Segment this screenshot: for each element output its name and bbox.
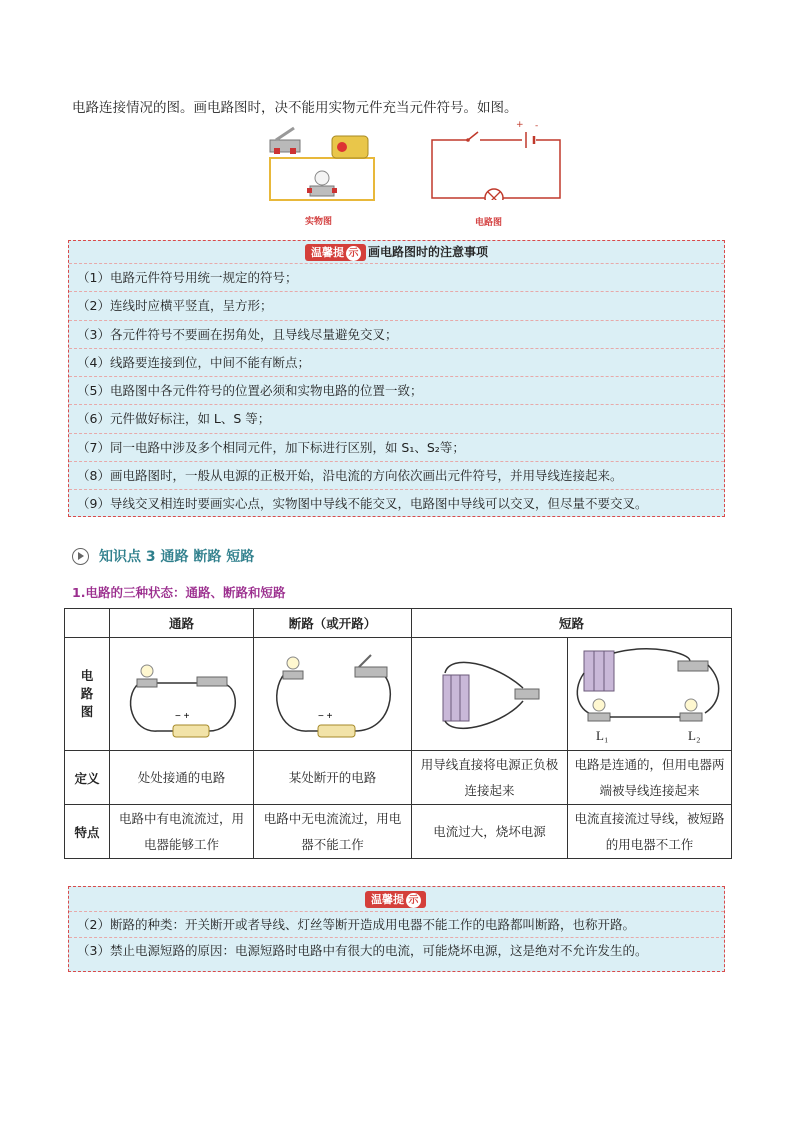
tip-header: [69, 887, 724, 912]
tip-item: （7）同一电路中涉及多个相同元件，加下标进行区别，如 S₁、S₂等；: [69, 434, 724, 462]
row-label-definition: 定义: [65, 751, 110, 805]
tip-item: （5）电路图中各元件符号的位置必须和实物电路的位置一致；: [69, 377, 724, 405]
schematic-figure-label: 电路图: [475, 218, 503, 228]
battery-short-image: [412, 638, 568, 751]
definition-cell: 电路是连通的，但用电器两端被导线连接起来: [568, 751, 732, 805]
physical-circuit-figure: [262, 126, 382, 212]
table-header-cell: 通路: [110, 609, 254, 638]
table-row: [65, 638, 732, 751]
circuit-states-table: [64, 608, 732, 859]
tip-item: （2）断路的种类：开关断开或者导线、灯丝等断开造成用电器不能工作的电路都叫断路，也称开路。: [69, 912, 724, 938]
table-row: [65, 751, 732, 805]
feature-cell: 电路中有电流流过，用电器能够工作: [110, 805, 254, 859]
arrow-circle-icon: [72, 548, 89, 565]
tip-item: （3）各元件符号不要画在拐角处，且导线尽量避免交叉；: [69, 321, 724, 349]
tip-item: （3）禁止电源短路的原因：电源短路时电路中有很大的电流，可能烧坏电源，这是绝对不允许发生的。: [77, 943, 648, 958]
tip-item: （4）线路要连接到位，中间不能有断点；: [69, 349, 724, 377]
table-header-row: [65, 609, 732, 638]
section-subtitle: 1.电路的三种状态：通路、断路和短路: [72, 585, 286, 600]
tip-badge: 温馨提 示: [305, 244, 366, 261]
row-label-features: 特点: [65, 805, 110, 859]
tip-item: （1）电路元件符号用统一规定的符号；: [69, 264, 724, 292]
table-header-cell: [65, 609, 110, 638]
open-circuit-icon: [263, 643, 403, 743]
row-label-diagram: 电路图: [65, 638, 110, 751]
lamp-label-l2: L₂: [688, 728, 701, 743]
table-header-cell: 短路: [412, 609, 732, 638]
circuit-schematic-figure: [430, 122, 562, 200]
minus-sign: -: [535, 121, 539, 131]
tip-badge: 温馨提 示: [365, 891, 426, 908]
svg-text:− +: − +: [174, 710, 189, 722]
closed-circuit-icon: [117, 643, 247, 743]
lamp-label-l1: L₁: [596, 728, 609, 743]
tip-title: 画电路图时的注意事项: [367, 245, 488, 259]
tip-item: （6）元件做好标注，如 L、S 等；: [69, 405, 724, 433]
closed-circuit-image: [110, 638, 254, 751]
table-header-cell: 断路（或开路）: [254, 609, 412, 638]
intro-text: 电路连接情况的图。画电路图时，决不能用实物元件充当元件符号。如图。: [72, 100, 518, 116]
svg-text:− +: − +: [317, 710, 332, 722]
physical-figure-label: 实物图: [305, 217, 333, 227]
table-row: [65, 805, 732, 859]
appliance-short-image: [568, 638, 732, 751]
section-title: 知识点 3 通路 断路 短路: [72, 546, 254, 566]
tip-box-circuit: [68, 886, 725, 972]
feature-cell: 电路中无电流流过，用电器不能工作: [254, 805, 412, 859]
tip-header: [69, 241, 724, 264]
tip-item: （9）导线交叉相连时要画实心点，实物图中导线不能交叉，电路图中导线可以交叉，但尽量不要交叉。: [77, 496, 648, 512]
battery-short-icon: [415, 643, 565, 743]
open-circuit-image: [254, 638, 412, 751]
definition-cell: 某处断开的电路: [254, 751, 412, 805]
plus-sign: +: [516, 120, 524, 130]
feature-cell: 电流过大，烧坏电源: [412, 805, 568, 859]
tip-box-notes: [68, 240, 725, 517]
definition-cell: 处处接通的电路: [110, 751, 254, 805]
definition-cell: 用导线直接将电源正负极连接起来: [412, 751, 568, 805]
appliance-short-icon: [570, 643, 730, 743]
tip-item: （2）连线时应横平竖直，呈方形；: [69, 292, 724, 320]
feature-cell: 电流直接流过导线，被短路的用电器不工作: [568, 805, 732, 859]
tip-item: （8）画电路图时，一般从电源的正极开始，沿电流的方向依次画出元件符号，并用导线连接起来。: [69, 462, 724, 490]
